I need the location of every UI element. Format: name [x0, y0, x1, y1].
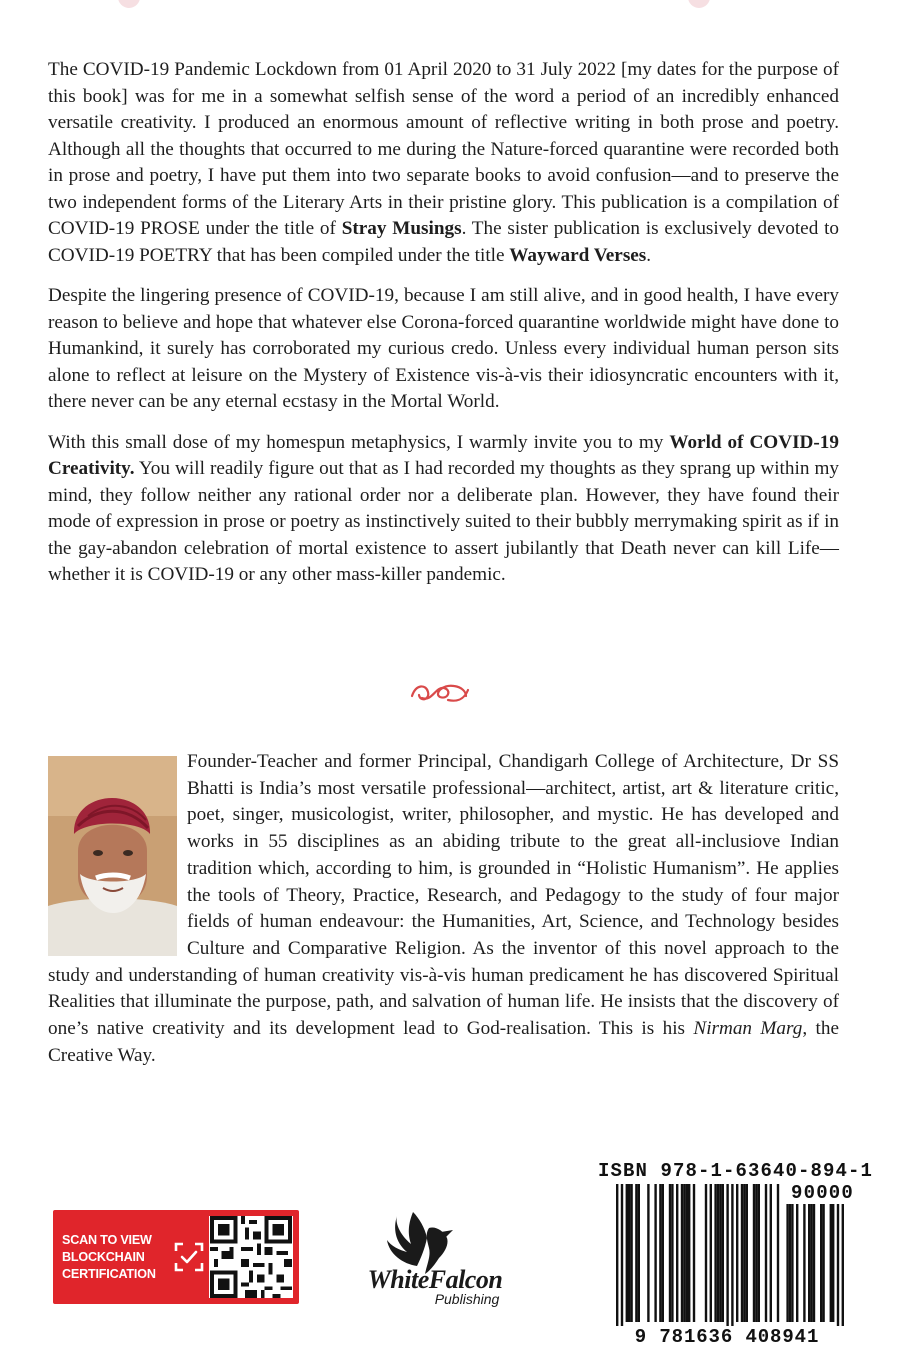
barcode-bar: [755, 1184, 757, 1322]
badge-label: SCAN TO VIEW BLOCKCHAIN CERTIFICATION: [62, 1233, 156, 1282]
barcode-bar: [746, 1184, 748, 1322]
author_bio-run: Nirman Marg: [693, 1018, 803, 1040]
barcode-bar: [765, 1184, 767, 1322]
barcode-bar: [743, 1184, 745, 1322]
author-photo: [48, 756, 177, 956]
top-decoration-left: [118, 0, 140, 8]
barcode-bar: [830, 1184, 832, 1322]
barcode-bar: [741, 1184, 743, 1322]
barcode-bar: [616, 1184, 618, 1330]
barcode-bar: [777, 1184, 779, 1322]
barcode-bar: [647, 1184, 649, 1322]
price-code: 90000: [790, 1182, 854, 1204]
barcode-bar: [628, 1184, 630, 1322]
barcode-bar: [676, 1184, 678, 1322]
blurb-p1-run: Stray Musings: [341, 218, 462, 239]
barcode-bar: [736, 1184, 738, 1322]
barcode-bar: [683, 1184, 685, 1322]
blockchain-certification-badge[interactable]: [53, 1210, 299, 1304]
blurb-p1-run: Wayward Verses: [509, 244, 647, 266]
flourish-ornament-icon: [408, 680, 472, 704]
barcode-bar: [621, 1184, 623, 1330]
barcode-bar: [796, 1184, 798, 1322]
barcode-bar: [638, 1184, 640, 1322]
barcode-bar: [630, 1184, 632, 1322]
blurb-p3-run: You will readily figure out that as I had recorded my thoughts as they sprang up within my mind, they follow neither any rational order nor a deliberate plan. However, they have found their mode of expression in prose or poetry as instinctively suited to their bubbly merrymaking spirit as if in the gay-abandon celebration of mortal existence to assert jubilantly that Death never can kill Life—whether it is COVID-19 or any other mass-killer pandemic.: [48, 458, 839, 585]
barcode-bar: [635, 1184, 637, 1322]
barcode-bar: [820, 1184, 822, 1322]
barcode-bar: [681, 1184, 683, 1322]
publisher-subtitle: Publishing: [434, 1291, 500, 1307]
blurb-p3-run: With this small dose of my homespun metaphysics, I warmly invite you to my: [48, 431, 670, 453]
barcode-bar: [758, 1184, 760, 1322]
barcode-bar: [803, 1184, 805, 1322]
barcode-bar: [808, 1184, 810, 1322]
author_bio-run: , the Creative Way.: [48, 1018, 839, 1066]
publisher-name: WhiteFalcon: [367, 1265, 503, 1294]
blurb-p3-run: World of COVID-19 Creativity.: [48, 431, 839, 479]
barcode-bar: [654, 1184, 656, 1322]
barcode-bar: [717, 1184, 719, 1322]
barcode-bar: [822, 1184, 824, 1322]
author_bio-run: Founder-Teacher and former Principal, Chandigarh College of Architecture, Dr SS Bhatti is India’s most versatile professional—architect, artist, art & literature critic, poet, singer, musicologist, writer, philosopher, and mystic. He has developed and works in 55 disciplines as an abiding tribute to the great all-inclusiove Indian tradition which, according to him, is grounded in “Holistic Humanism”. He applies the tools of Theory, Practice, Research, and Pedagogy to the study of four major fields of human endeavour: the Humanities, Art, Science, and Technology besides Culture and Comparative Religion. As the inventor of this novel approach to the study and understanding of human creativity vis-à-vis human predicament he has discovered Spiritual Realities that illuminate the purpose, path, and salvation of human life. He insists that the discovery of one’s native creativity and its development lead to God-realisation. This is his: [48, 751, 839, 1040]
barcode-bar: [791, 1184, 793, 1322]
author-bio: [48, 749, 839, 1069]
blurb-p1-run: .: [646, 244, 652, 266]
barcode-bar: [659, 1184, 661, 1322]
barcode-bar: [714, 1184, 716, 1322]
barcode-bar: [789, 1184, 791, 1322]
barcode-bar: [722, 1184, 724, 1322]
barcode-bar: [671, 1184, 673, 1322]
barcode-bar: [810, 1184, 812, 1322]
blurb: [48, 57, 839, 603]
barcode-bar: [705, 1184, 707, 1322]
barcode-bar: [813, 1184, 815, 1322]
barcode-bar: [753, 1184, 755, 1322]
isbn-barcode: [598, 1160, 874, 1356]
barcode-bar: [786, 1184, 788, 1322]
barcode-bar: [688, 1184, 690, 1322]
barcode-bar: [719, 1184, 721, 1322]
barcode-bar: [710, 1184, 712, 1322]
blurb-paragraph-2: Despite the lingering presence of COVID-19, because I am still alive, and in good health, I have every reason to believe and hope that whatever else Corona-forced quarantine worldwide might have done to Humankind, it surely has corroborated my curious credo. Unless every individual human person sits alone to reflect at leisure on the Mystery of Existence vis-à-vis their idiosyncratic encounters with it, there never can be any eternal ecstasy in the Mortal World.: [48, 285, 839, 412]
barcode-bar: [726, 1184, 728, 1330]
blurb-p1-run: . The sister publication is exclusively devoted to COVID-19 POETRY that has been compiled under the title: [48, 218, 839, 266]
barcode-digits: 9 781636 408941: [598, 1326, 856, 1348]
barcode-bars: [598, 1184, 856, 1330]
blurb-paragraph-3: [48, 430, 839, 589]
qr-code[interactable]: [209, 1216, 293, 1298]
blurb-paragraph-1: [48, 57, 839, 269]
barcode-bar: [626, 1184, 628, 1322]
barcode-bar: [837, 1184, 839, 1330]
barcode-bar: [686, 1184, 688, 1322]
barcode-bar: [731, 1184, 733, 1330]
barcode-bar: [842, 1184, 844, 1330]
barcode-bar: [832, 1184, 834, 1322]
blurb-p1-run: The COVID-19 Pandemic Lockdown from 01 April 2020 to 31 July 2022 [my dates for the purpose of this book] was for me in a somewhat selfish sense of the word a period of an incredibly enhanced versatile creativity. I produced an enormous amount of reflective writing in both prose and poetry. Although all the thoughts that occurred to me during the Nature-forced quarantine were recorded both in prose and poetry, I have put them into two separate books to avoid confusion—and to preserve the two independent forms of the Literary Arts in their pristine glory. This publication is a compilation of COVID-19 PROSE under the title of: [48, 59, 839, 239]
isbn-number: ISBN 978-1-63640-894-1: [598, 1160, 874, 1182]
barcode-bar: [669, 1184, 671, 1322]
barcode-bar: [770, 1184, 772, 1322]
scan-check-icon: [173, 1241, 205, 1273]
barcode-bar: [662, 1184, 664, 1322]
top-decoration-right: [688, 0, 710, 8]
publisher-logo: [355, 1208, 515, 1308]
barcode-bar: [693, 1184, 695, 1322]
